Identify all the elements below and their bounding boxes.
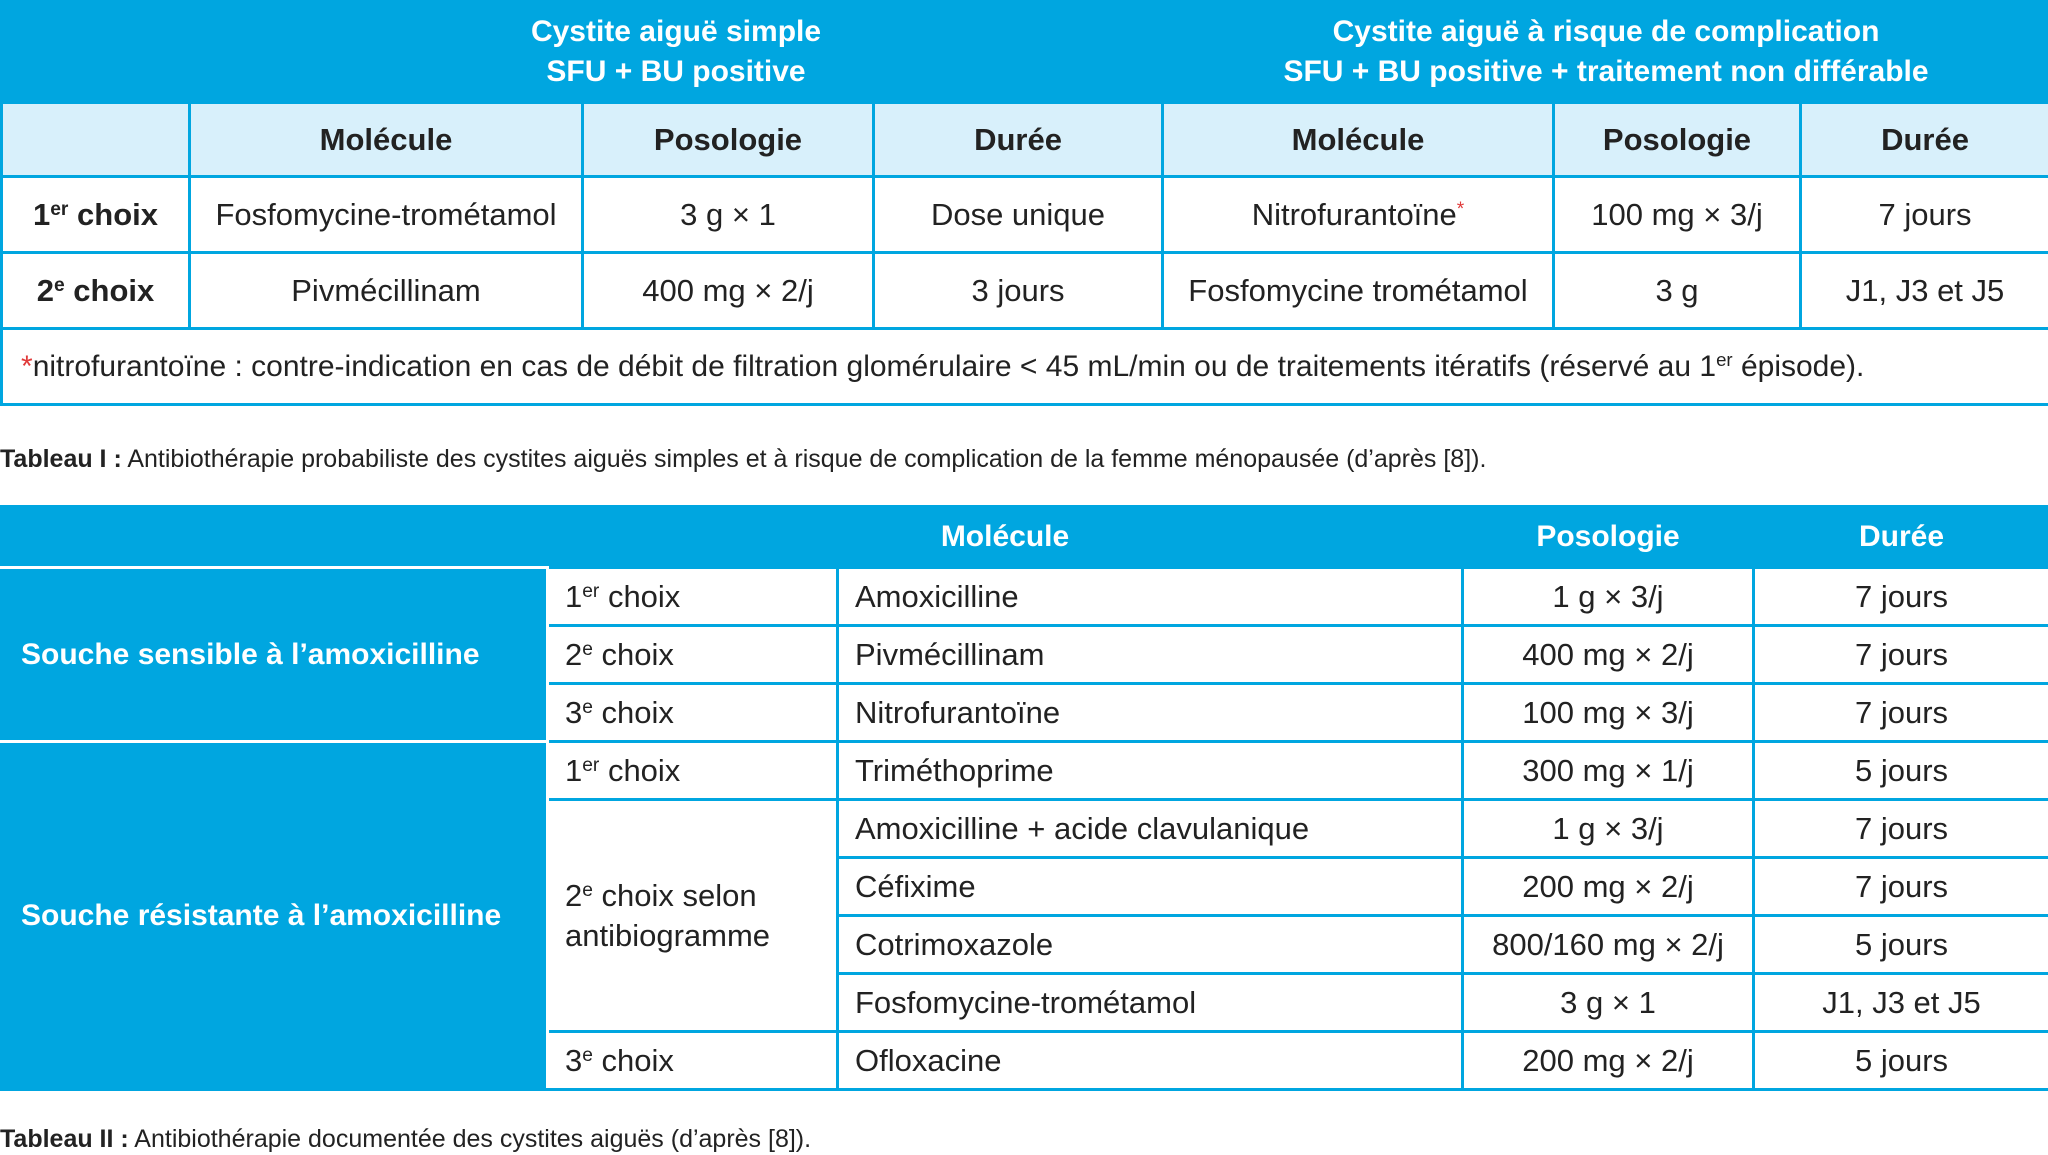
footnote: *nitrofurantoïne : contre-indication en cas de débit de filtration glomérulaire < 45 mL/min ou de traitements itératifs (réservé au 1er épisode).: [2, 329, 2048, 405]
duree-cell: 7 jours: [1754, 626, 2048, 684]
caption-label: Tableau II :: [0, 1125, 129, 1153]
molecule-cell: Nitrofurantoïne: [838, 684, 1463, 742]
table-cell: Dose unique: [874, 177, 1163, 253]
asterisk-mark: *: [1456, 198, 1465, 220]
table-cell: 7 jours: [1801, 177, 2048, 253]
table-row: [2, 568, 2048, 626]
molecule-cell: Pivmécillinam: [838, 626, 1463, 684]
group-header-simple-line2: SFU + BU positive: [546, 55, 806, 88]
table-row: [2, 742, 2048, 800]
choice-label: 1er choix: [548, 742, 838, 800]
choice-label: 3e choix: [548, 1032, 838, 1090]
posologie-cell: 200 mg × 2/j: [1463, 858, 1754, 916]
posologie-cell: 1 g × 3/j: [1463, 800, 1754, 858]
duree-cell: J1, J3 et J5: [1754, 974, 2048, 1032]
group-header-complication-line1: Cystite aiguë à risque de complication: [1332, 15, 1880, 48]
duree-cell: 7 jours: [1754, 568, 2048, 626]
table-cell: 3 g: [1554, 253, 1801, 329]
table-probabiliste: [0, 0, 2048, 406]
molecule-cell: Cotrimoxazole: [838, 916, 1463, 974]
molecule-cell: Céfixime: [838, 858, 1463, 916]
duree-cell: 7 jours: [1754, 684, 2048, 742]
molecule-cell: Fosfomycine-trométamol: [838, 974, 1463, 1032]
table-cell: Fosfomycine-trométamol: [190, 177, 583, 253]
duree-cell: 7 jours: [1754, 800, 2048, 858]
col-header-molecule: Molécule: [1163, 103, 1554, 177]
group-header-complication: [1163, 2, 2048, 103]
table2-header-row: [2, 507, 2048, 568]
posologie-cell: 3 g × 1: [1463, 974, 1754, 1032]
caption-label: Tableau I :: [0, 445, 122, 473]
caption-tableau-1: [0, 445, 1486, 474]
table1-subheader-corner: [2, 103, 190, 177]
molecule-cell: Amoxicilline: [838, 568, 1463, 626]
posologie-cell: 800/160 mg × 2/j: [1463, 916, 1754, 974]
duree-cell: 5 jours: [1754, 1032, 2048, 1090]
caption-text: Antibiothérapie probabiliste des cystites aiguës simples et à risque de complication de la femme ménopausée (d’après [8]).: [121, 445, 1487, 473]
table-row: [2, 177, 2048, 253]
col-header-duree: Durée: [874, 103, 1163, 177]
caption-tableau-2: [0, 1125, 811, 1154]
caption-text: Antibiothérapie documentée des cystites aiguës (d’après [8]).: [128, 1125, 812, 1153]
choice-label: 2e choix: [548, 626, 838, 684]
col-header-molecule: Molécule: [548, 507, 1463, 568]
table-cell: 100 mg × 3/j: [1554, 177, 1801, 253]
choice-label: 3e choix: [548, 684, 838, 742]
molecule-cell: Amoxicilline + acide clavulanique: [838, 800, 1463, 858]
posologie-cell: 1 g × 3/j: [1463, 568, 1754, 626]
row-label: 1er choix: [2, 177, 190, 253]
table2-corner-cell: [2, 507, 548, 568]
table1-column-header-row: [2, 103, 2048, 177]
duree-cell: 5 jours: [1754, 742, 2048, 800]
group-label-resistante: Souche résistante à l’amoxicilline: [2, 742, 548, 1090]
row-label: 2e choix: [2, 253, 190, 329]
group-header-simple: [190, 2, 1163, 103]
table-cell: 3 g × 1: [583, 177, 874, 253]
table-documentee: [0, 505, 2048, 1091]
table-cell: 400 mg × 2/j: [583, 253, 874, 329]
col-header-posologie: Posologie: [1463, 507, 1754, 568]
choice-label: 1er choix: [548, 568, 838, 626]
duree-cell: 5 jours: [1754, 916, 2048, 974]
group-header-simple-line1: Cystite aiguë simple: [530, 15, 822, 48]
table-cell: 3 jours: [874, 253, 1163, 329]
duree-cell: 7 jours: [1754, 858, 2048, 916]
footnote-asterisk: *: [21, 349, 33, 383]
table-row: [2, 253, 2048, 329]
posologie-cell: 100 mg × 3/j: [1463, 684, 1754, 742]
table1-group-header-row: [2, 2, 2048, 103]
group-label-sensible: Souche sensible à l’amoxicilline: [2, 568, 548, 742]
col-header-molecule: Molécule: [190, 103, 583, 177]
table-cell: Pivmécillinam: [190, 253, 583, 329]
table-cell: J1, J3 et J5: [1801, 253, 2048, 329]
posologie-cell: 300 mg × 1/j: [1463, 742, 1754, 800]
table1-footnote-row: [2, 329, 2048, 405]
col-header-duree: Durée: [1801, 103, 2048, 177]
col-header-duree: Durée: [1754, 507, 2048, 568]
col-header-posologie: Posologie: [1554, 103, 1801, 177]
posologie-cell: 400 mg × 2/j: [1463, 626, 1754, 684]
group-header-complication-line2: SFU + BU positive + traitement non différable: [1283, 55, 1929, 88]
table-cell: Fosfomycine trométamol: [1163, 253, 1554, 329]
col-header-posologie: Posologie: [583, 103, 874, 177]
table1-corner-cell: [2, 2, 190, 103]
molecule-cell: Ofloxacine: [838, 1032, 1463, 1090]
table-cell: Nitrofurantoïne*: [1163, 177, 1554, 253]
molecule-cell: Triméthoprime: [838, 742, 1463, 800]
choice-label: 2e choix selon antibiogramme: [548, 800, 838, 1032]
posologie-cell: 200 mg × 2/j: [1463, 1032, 1754, 1090]
